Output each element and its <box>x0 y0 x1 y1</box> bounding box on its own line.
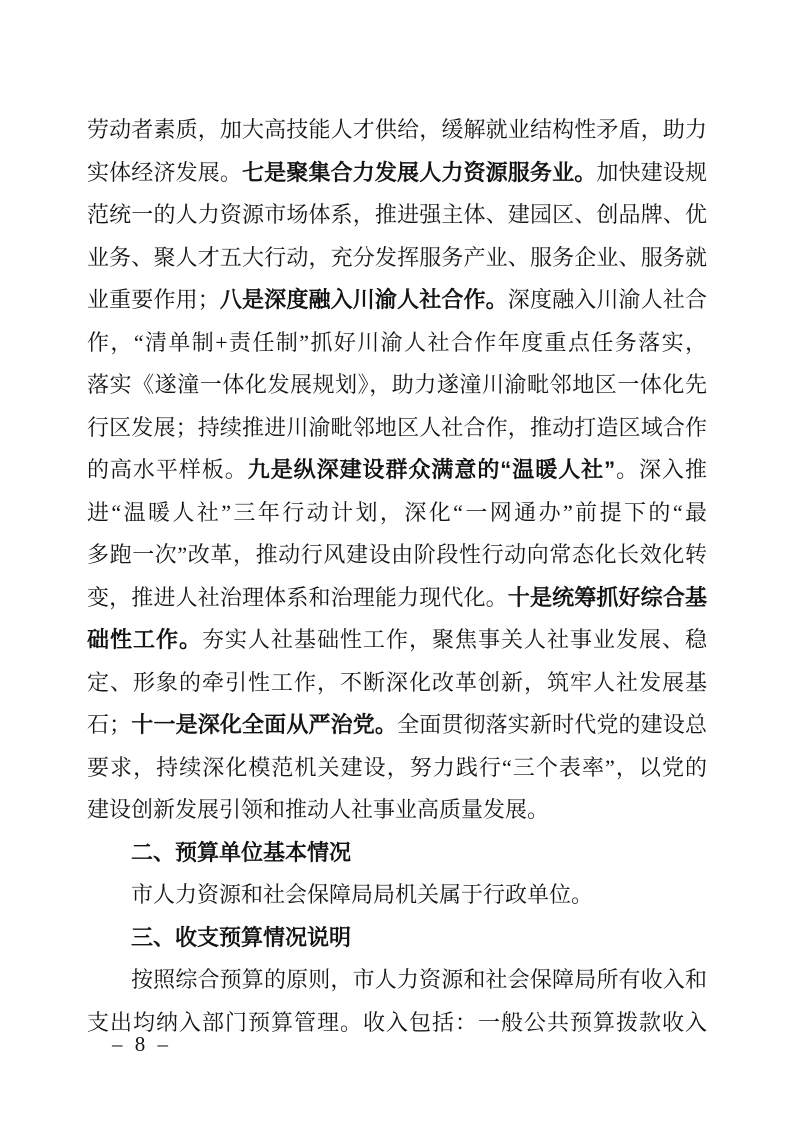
bold-text-run: 三、收支预算情况说明 <box>131 924 352 950</box>
text-line <box>87 449 707 492</box>
text-run: 业重要作用； <box>87 287 220 312</box>
text-run: 深度融入川渝人社合 <box>507 287 707 312</box>
text-line <box>87 407 707 450</box>
text-run: 行区发展；持续推进川渝毗邻地区人社合作，推动打造区域合作 <box>87 414 707 440</box>
text-run: 劳动者素质，加大高技能人才供给，缓解就业结构性矛盾，助力 <box>87 117 707 142</box>
text-line <box>87 789 707 832</box>
page-number: – 8 – <box>112 1032 168 1056</box>
text-run: 业务、聚人才五大行动，充分发挥服务产业、服务企业、服务就 <box>87 244 707 270</box>
text-line <box>87 279 707 322</box>
text-line <box>87 704 707 747</box>
text-run: 全面贯彻落实新时代党的建设总 <box>397 712 707 737</box>
text-run: 要求，持续深化模范机关建设，努力践行“三个表率”，以党的 <box>87 754 707 780</box>
text-run: 落实《遂潼一体化发展规划》，助力遂潼川渝毗邻地区一体化先 <box>87 372 707 397</box>
text-line <box>87 322 707 365</box>
text-run: 变，推进人社治理体系和治理能力现代化。 <box>87 584 508 610</box>
text-run: 范统一的人力资源市场体系，推进强主体、建园区、创品牌、优 <box>87 202 707 227</box>
text-line <box>87 237 707 280</box>
section-heading <box>87 917 707 960</box>
text-line <box>87 577 707 620</box>
bold-text-run: 九是纵深建设群众满意的“温暖人社” <box>247 457 616 482</box>
text-line <box>87 534 707 577</box>
bold-text-run: 十一是深化全面从严治党。 <box>131 712 398 737</box>
text-run: 加快建设规 <box>596 159 707 185</box>
text-run: 的高水平样板。 <box>87 457 248 482</box>
text-line <box>87 364 707 407</box>
text-run: 建设创新发展引领和推动人社事业高质量发展。 <box>87 797 550 822</box>
text-line <box>87 152 707 195</box>
text-line <box>87 619 707 662</box>
text-run: 支出均纳入部门预算管理。收入包括：一般公共预算拨款收入 <box>87 1009 707 1035</box>
text-line <box>87 109 707 152</box>
section-heading <box>87 832 707 875</box>
text-run: 作，“清单制+责任制”抓好川渝人社合作年度重点任务落实， <box>87 329 707 355</box>
text-line <box>87 194 707 237</box>
text-line <box>87 1002 707 1045</box>
text-line <box>87 492 707 535</box>
text-run: 多跑一次”改革，推动行风建设由阶段性行动向常态化长效化转 <box>87 542 707 567</box>
text-line <box>87 959 707 1002</box>
text-run: 实体经济发展。 <box>87 159 243 185</box>
text-line <box>87 874 707 917</box>
text-run: 石； <box>87 712 132 737</box>
document-body <box>87 109 707 1044</box>
text-run: 夯实人社基础性工作，聚焦事关人社事业发展、稳 <box>202 627 707 652</box>
text-line <box>87 662 707 705</box>
text-run: 。深入推 <box>615 457 707 482</box>
bold-text-run: 础性工作。 <box>87 627 202 652</box>
bold-text-run: 十是统筹抓好综合基 <box>507 584 707 610</box>
text-run: 按照综合预算的原则，市人力资源和社会保障局所有收入和 <box>131 967 707 992</box>
text-run: 定、形象的牵引性工作，不断深化改革创新，筑牢人社发展基 <box>87 669 707 695</box>
bold-text-run: 八是深度融入川渝人社合作。 <box>219 287 508 312</box>
text-line <box>87 747 707 790</box>
text-run: 进“温暖人社”三年行动计划，深化“一网通办”前提下的“最 <box>87 499 707 525</box>
bold-text-run: 七是聚集合力发展人力资源服务业。 <box>242 159 597 185</box>
text-run: 市人力资源和社会保障局局机关属于行政单位。 <box>131 882 594 907</box>
bold-text-run: 二、预算单位基本情况 <box>131 839 352 865</box>
